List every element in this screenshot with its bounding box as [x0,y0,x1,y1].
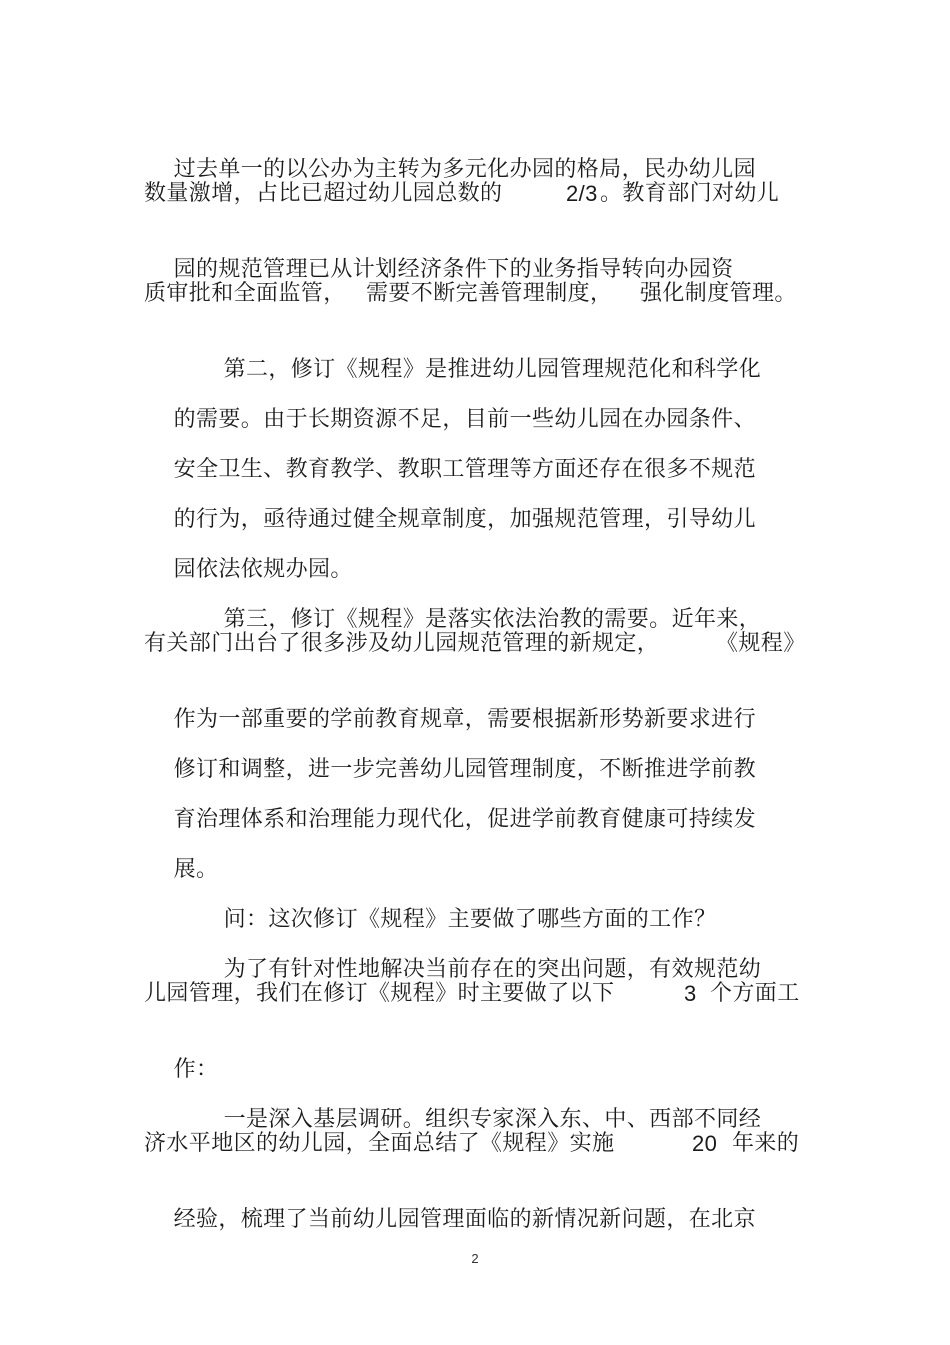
text-content: 的需要。由于长期资源不足，目前一些幼儿园在办园条件、 [173,407,756,432]
text-segment: 儿园管理，我们在修订《规程》时主要做了以下 [144,981,615,1006]
fraction-value: 2/3 [566,181,598,206]
text-segment: 需要不断完善管理制度， [366,281,613,306]
text-content: 的行为，亟待通过健全规章制度，加强规范管理，引导幼儿 [173,507,756,532]
text-segment: 。教育部门对幼儿 [600,181,780,206]
text-line [144,181,804,207]
text-line [144,1131,804,1157]
text-content: 过去单一的以公办为主转为多元化办园的格局，民办幼儿园 [173,157,756,182]
text-content: 育治理体系和治理能力现代化，促进学前教育健康可持续发 [173,807,756,832]
text-line [144,981,804,1007]
number-value: 20 [692,1131,718,1156]
text-segment: 济水平地区的幼儿园，全面总结了《规程》实施 [144,1131,615,1156]
text-content: 园的规范管理已从计划经济条件下的业务指导转向办园资 [173,257,734,282]
text-segment: 质审批和全面监管， [144,281,346,306]
text-line [144,1181,756,1259]
text-content: 修订和调整，进一步完善幼儿园管理制度，不断推进学前教 [173,757,756,782]
text-content: 安全卫生、教育教学、教职工管理等方面还存在很多不规范 [173,457,756,482]
text-content: 第二，修订《规程》是推进幼儿园管理规范化和科学化 [223,357,762,382]
number-value: 3 [684,981,697,1006]
text-content: 第三，修订《规程》是落实依法治教的需要。近年来， [223,607,762,632]
text-line [144,281,804,307]
text-segment: 有关部门出台了很多涉及幼儿园规范管理的新规定， [144,631,660,656]
text-content: 园依法依规办园。 [173,557,353,582]
text-segment: 《规程》 [716,631,806,656]
text-line [144,631,806,657]
text-content: 问：这次修订《规程》主要做了哪些方面的工作？ [223,907,717,932]
text-segment: 强化制度管理。 [640,281,797,306]
text-content: 作： [173,1057,219,1082]
text-content: 为了有针对性地解决当前存在的突出问题，有效规范幼 [223,957,762,982]
text-segment: 年来的 [732,1131,800,1156]
text-content: 一是深入基层调研。组织专家深入东、中、西部不同经 [223,1107,762,1132]
page-number: 2 [471,1251,479,1266]
text-content: 经验，梳理了当前幼儿园管理面临的新情况新问题，在北京 [173,1207,756,1232]
text-segment: 个方面工 [710,981,800,1006]
text-content: 作为一部重要的学前教育规章，需要根据新形势新要求进行 [173,707,756,732]
text-content: 展。 [173,857,219,882]
text-segment: 数量激增，占比已超过幼儿园总数的 [144,181,503,206]
text-line [144,781,756,859]
